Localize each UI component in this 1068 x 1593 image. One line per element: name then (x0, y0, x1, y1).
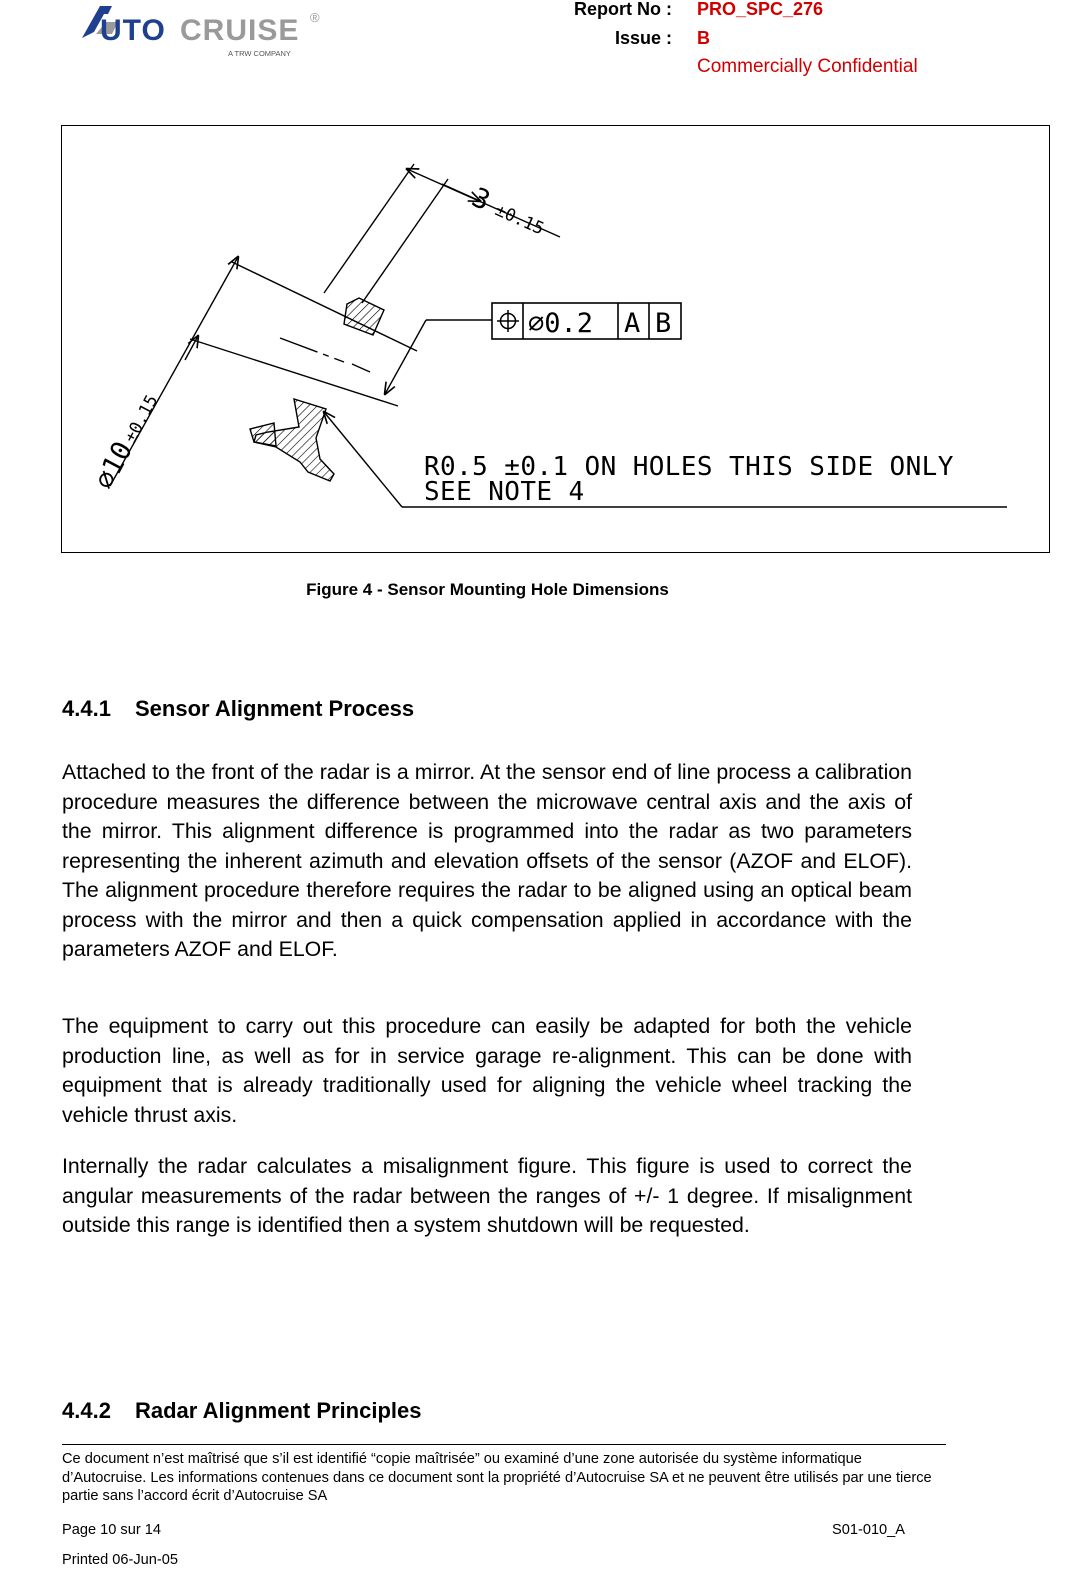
section-number: 4.4.2 (62, 1398, 111, 1423)
dim-10-geometry (110, 257, 417, 486)
printed-date: Printed 06-Jun-05 (62, 1552, 179, 1568)
logo-reg: ® (310, 10, 320, 25)
logo-subtitle: A TRW COMPANY (228, 49, 291, 58)
paragraph: Internally the radar calculates a misalignment figure. This figure is used to correct the angular measurements of the radar between the ranges of +/- 1 degree. If misalignment outside this range is identified then a system shutdown will be requested. (62, 1154, 912, 1237)
section-title: Radar Alignment Principles (135, 1398, 422, 1423)
dim-10-tolerance: ±0.15 (120, 391, 163, 447)
fcf-tolerance: ∅0.2 (528, 308, 594, 339)
figure-caption: Figure 4 - Sensor Mounting Hole Dimensions (306, 580, 669, 599)
dim-3-value: 3 (467, 182, 495, 218)
form-code: S01-010_A (832, 1522, 906, 1538)
footer-divider (62, 1444, 946, 1445)
issue-value: B (697, 28, 710, 48)
footer-disclaimer: Ce document n’est maîtrisé que s’il est identifié “copie maîtrisée” ou examiné d’une zone autorisée du système informatique d’Autocruise. Les informations contenues dans ce document sont la propriété d’Autocruise SA et ne peuvent être utilisés par une tierce partie sans l’accord écrit d’Autocruise SA (62, 1451, 932, 1504)
company-logo (78, 0, 338, 62)
fcf-datum-a: A (624, 308, 641, 339)
paragraph: The equipment to carry out this procedure can easily be adapted for both the vehicle production line, as well as for in service garage re-alignment. This can be done with equipment that is already traditionally used for aligning the vehicle wheel tracking the vehicle thrust axis. (62, 1014, 912, 1127)
fcf-leader (385, 320, 492, 394)
dim-3-geometry (324, 164, 560, 303)
section-title: Sensor Alignment Process (135, 696, 415, 721)
logo-text-part-a: UTO (100, 14, 166, 47)
feature-control-frame (492, 303, 681, 339)
confidentiality-label: Commercially Confidential (697, 56, 918, 77)
technical-drawing (61, 125, 1050, 553)
issue-label: Issue : (614, 28, 672, 48)
fcf-datum-b: B (655, 308, 672, 339)
logo-text-part-b: CRUISE (180, 14, 300, 47)
dim-10-value: ∅10 (88, 436, 140, 495)
paragraph: Attached to the front of the radar is a mirror. At the sensor end of line process a calibration procedure measures the difference between the microwave central axis and the axis of the mirror. This alignment difference is programmed into the radar as two parameters representing the inherent azimuth and elevation offsets of the sensor (AZOF and ELOF). The alignment procedure therefore requires the radar to be aligned using an optical beam process with the mirror and then a quick compensation applied in accordance with the parameters AZOF and ELOF. (62, 760, 912, 961)
hole-section-upper (344, 298, 384, 335)
dim-3-tolerance: ±0.15 (491, 200, 547, 240)
page-number: Page 10 sur 14 (62, 1522, 161, 1538)
note-line-2: SEE NOTE 4 (424, 477, 585, 507)
report-no-label: Report No : (574, 0, 672, 19)
section-number: 4.4.1 (62, 696, 111, 721)
report-no-value: PRO_SPC_276 (697, 0, 824, 19)
note-line-1: R0.5 ±0.1 ON HOLES THIS SIDE ONLY (424, 452, 954, 482)
